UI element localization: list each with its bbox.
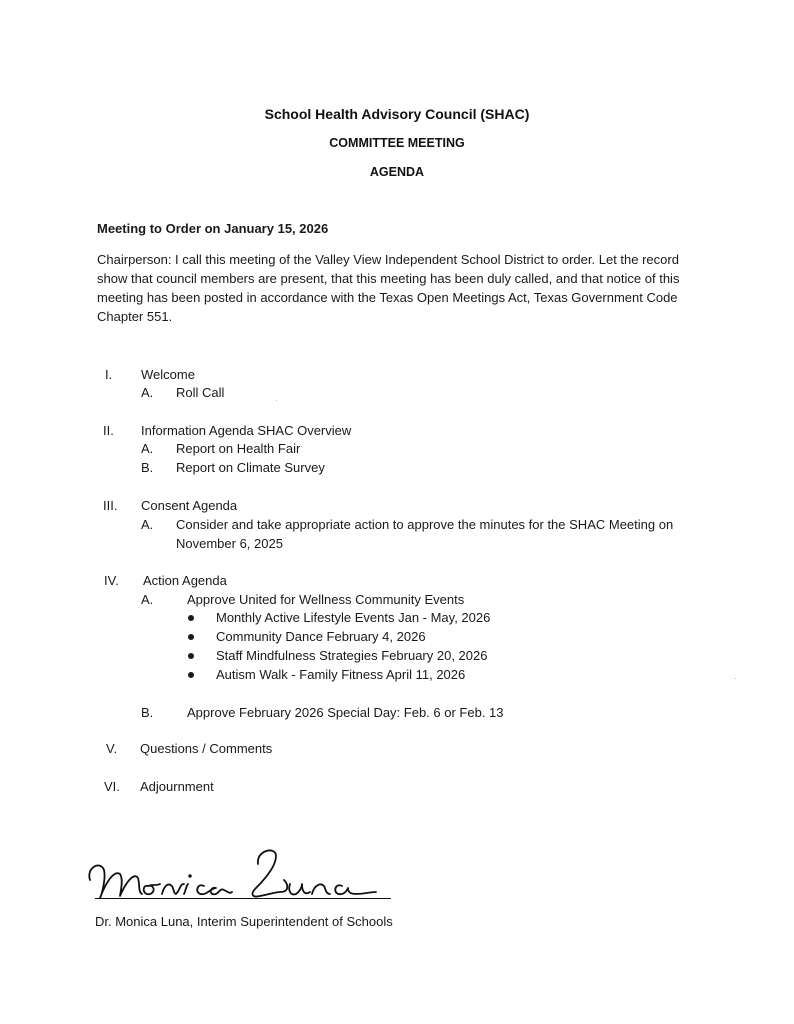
item-approve-minutes: Consider and take appropriate action to approve the minutes for the SHAC Meeting on <box>176 517 674 532</box>
list-item: Staff Mindfulness Strategies February 20, 2026 <box>216 648 488 663</box>
council-title: School Health Advisory Council (SHAC) <box>264 106 530 122</box>
meeting-type-heading: COMMITTEE MEETING <box>329 136 465 150</box>
list-item: Community Dance February 4, 2026 <box>216 629 426 644</box>
section-title-adjournment: Adjournment <box>140 779 214 794</box>
bullet-icon <box>188 634 194 640</box>
bullet-icon <box>188 615 194 621</box>
section-number: II. <box>103 423 114 438</box>
agenda-heading: AGENDA <box>369 165 425 179</box>
section-number: I. <box>105 367 113 382</box>
item-health-fair: Report on Health Fair <box>176 441 301 456</box>
chairperson-statement: Chairperson: I call this meeting of the Valley View Independent School District to order. Let the record show that council members are present, that this meeting has been duly called, and that notice of this meeting has been posted in accordance with the Texas Open Meetings Act, Texas Government Code Chapter 551. <box>97 252 680 324</box>
section-title-action: Action Agenda <box>143 573 227 588</box>
section-number: IV. <box>104 573 119 588</box>
item-letter: A. <box>141 385 154 400</box>
item-roll-call: Roll Call <box>176 385 225 400</box>
section-number: VI. <box>104 779 120 794</box>
section-title-information: Information Agenda SHAC Overview <box>141 423 352 438</box>
item-wellness-events: Approve United for Wellness Community Events <box>187 592 465 607</box>
item-approve-minutes-cont: November 6, 2025 <box>176 536 283 551</box>
list-item: Autism Walk - Family Fitness April 11, 2026 <box>216 667 466 682</box>
section-number: III. <box>103 498 118 513</box>
item-letter: B. <box>141 705 154 720</box>
bullet-icon <box>188 653 194 659</box>
item-letter: A. <box>141 592 154 607</box>
scan-speck <box>735 678 736 679</box>
item-letter: B. <box>141 460 154 475</box>
section-title-welcome: Welcome <box>141 367 195 382</box>
scan-speck <box>276 400 277 401</box>
section-title-questions: Questions / Comments <box>140 741 273 756</box>
item-special-day: Approve February 2026 Special Day: Feb. 6 or Feb. 13 <box>187 705 504 720</box>
item-climate-survey: Report on Climate Survey <box>176 460 325 475</box>
bullet-icon <box>188 672 194 678</box>
section-number: V. <box>106 741 118 756</box>
item-letter: A. <box>141 441 154 456</box>
meeting-order-title: Meeting to Order on January 15, 2026 <box>97 221 329 236</box>
section-title-consent: Consent Agenda <box>141 498 238 513</box>
superintendent-name: Dr. Monica Luna, Interim Superintendent of Schools <box>95 914 393 929</box>
list-item: Monthly Active Lifestyle Events Jan - May, 2026 <box>216 610 491 625</box>
item-letter: A. <box>141 517 154 532</box>
signature-line <box>95 898 391 899</box>
